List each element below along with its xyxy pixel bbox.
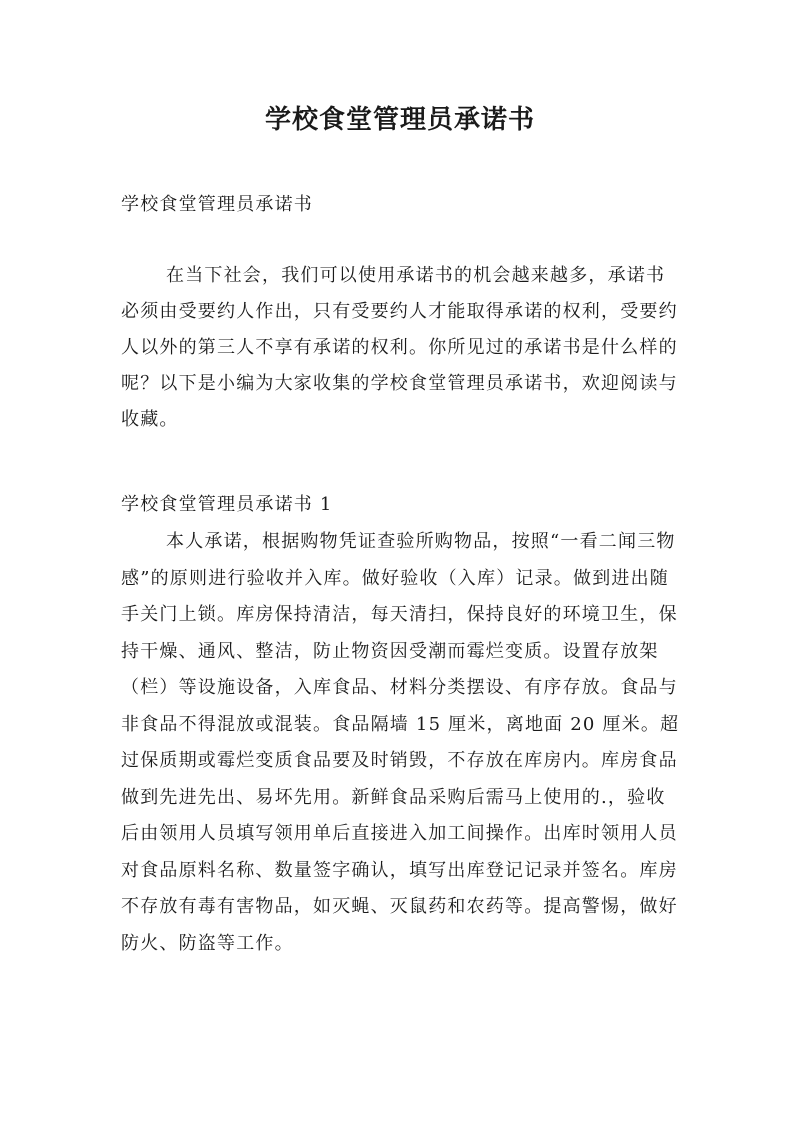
document-subtitle: 学校食堂管理员承诺书 (121, 194, 313, 215)
section-body-paragraph: 本人承诺，根据购物凭证查验所购物品，按照“一看二闻三物感”的原则进行验收并入库。做好验收（入库）记录。做到进出随手关门上锁。库房保持清洁，每天清扫，保持良好的环境卫生，保持干燥、通风、整洁，防止物资因受潮而霉烂变质。设置存放架（栏）等设施设备，入库食品、材料分类摆设、有序存放。食品与非食品不得混放或混装。食品隔墙 15 厘米，离地面 20 厘米。超过保质期或霉烂变质食品要及时销毁，不存放在库房内。库房食品做到先进先出、易坏先用。新鲜食品采购后需马上使用的.，验收后由领用人员填写领用单后直接进入加工间操作。出库时领用人员对食品原料名称、数量签字确认，填写出库登记记录并签名。库房不存放有毒有害物品，如灭蝇、灭鼠药和农药等。提高警惕，做好防火、防盗等工作。 (121, 531, 680, 954)
intro-paragraph: 在当下社会，我们可以使用承诺书的机会越来越多，承诺书必须由受要约人作出，只有受要约人才能取得承诺的权利，受要约人以外的第三人不享有承诺的权利。你所见过的承诺书是什么样的呢？以下是小编为大家收集的学校食堂管理员承诺书，欢迎阅读与收藏。 (121, 265, 678, 430)
section-heading: 学校食堂管理员承诺书 1 (121, 494, 333, 515)
document-title: 学校食堂管理员承诺书 (264, 105, 535, 135)
